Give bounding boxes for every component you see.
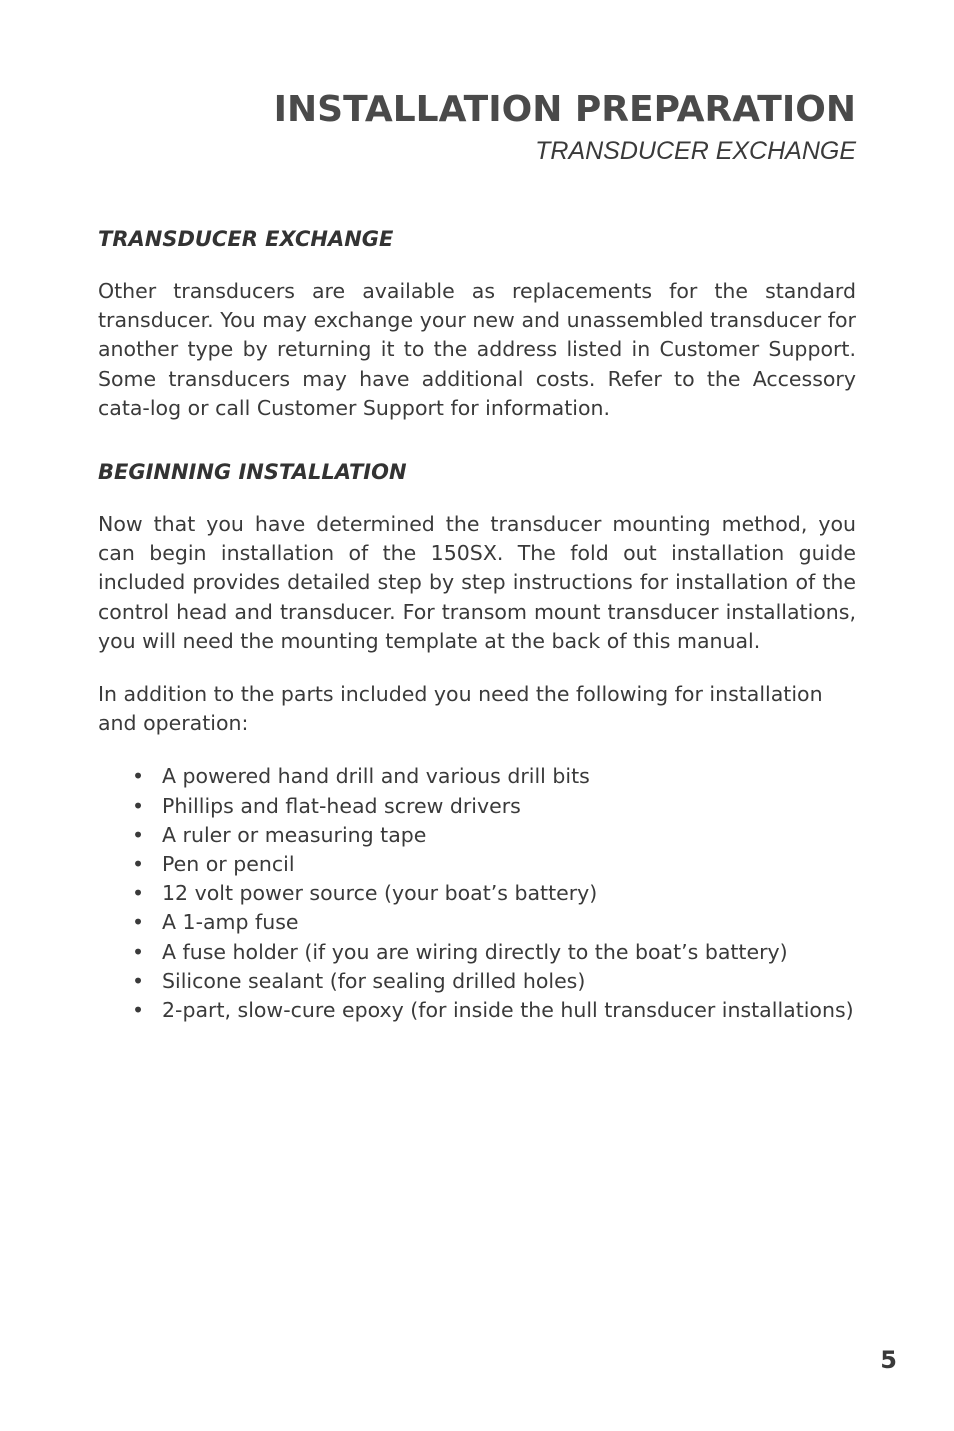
bullet-icon: • (132, 764, 145, 789)
list-item (132, 908, 856, 937)
bullet-icon: • (132, 852, 145, 877)
section-heading-transducer-exchange: TRANSDUCER EXCHANGE (98, 227, 394, 251)
paragraph-transducer-exchange: Other transducers are available as replacements for the standard transducer. You may exchange your new and unassembled transducer for another type by returning it to the address listed in Customer Support. Some transducers may have additional costs. Refer to the Accessory cata-log or call Customer Support for information. (98, 279, 856, 420)
page-number: 5 (880, 1346, 897, 1374)
page-subtitle: TRANSDUCER EXCHANGE (535, 137, 856, 165)
list-item-text: A fuse holder (if you are wiring directly to the boat’s battery) (162, 939, 788, 964)
list-item-text: A 1-amp fuse (162, 910, 299, 935)
page-content (98, 220, 856, 1025)
list-item-text: 12 volt power source (your boat’s battery) (162, 881, 598, 906)
page-header (274, 88, 856, 168)
list-item-text: 2-part, slow-cure epoxy (for inside the hull transducer installations) (162, 998, 854, 1023)
bullet-icon: • (132, 968, 145, 993)
bullet-icon: • (132, 939, 145, 964)
list-item (132, 967, 856, 996)
list-item (132, 850, 856, 879)
paragraph-beginning-installation: Now that you have determined the transducer mounting method, you can begin installation of the 150SX. The fold out installation guide included provides detailed step by step instructions for installation of the control head and transducer. For transom mount transducer installations, you will need the mounting template at the back of this manual. (98, 512, 856, 653)
bullet-icon: • (132, 881, 145, 906)
list-item-text: Phillips and flat-head screw drivers (162, 793, 521, 818)
section-heading-beginning-installation: BEGINNING INSTALLATION (98, 460, 407, 485)
bullet-icon: • (132, 822, 145, 847)
list-item-text: A powered hand drill and various drill bits (162, 764, 590, 789)
list-item-text: Silicone sealant (for sealing drilled holes) (162, 968, 586, 993)
bullet-icon: • (132, 910, 145, 935)
bullet-icon: • (132, 998, 145, 1023)
list-item (132, 879, 856, 908)
list-item-text: A ruler or measuring tape (162, 822, 427, 847)
page-title: INSTALLATION PREPARATION (273, 89, 856, 130)
list-item (132, 792, 856, 821)
list-item (132, 938, 856, 967)
list-item (132, 762, 856, 791)
list-item (132, 996, 856, 1025)
list-item (132, 821, 856, 850)
list-item-text: Pen or pencil (162, 852, 295, 877)
required-items-list (132, 762, 856, 1025)
paragraph-required-items-intro: In addition to the parts included you need the following for installation and operation: (98, 682, 823, 736)
bullet-icon: • (132, 793, 145, 818)
